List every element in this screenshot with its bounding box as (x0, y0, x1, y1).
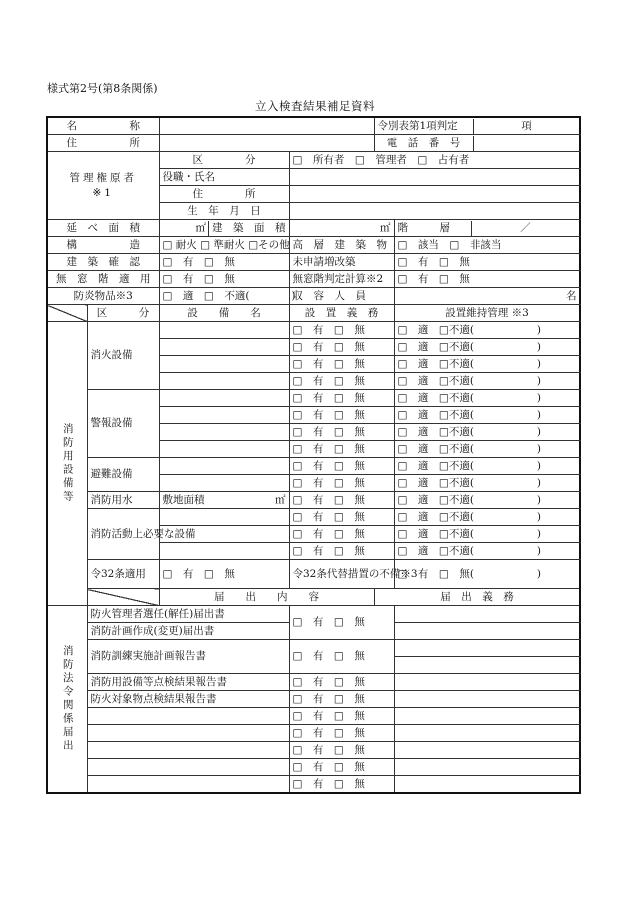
notification-item: 消防用設備等点検結果報告書 (87, 674, 289, 691)
address-value[interactable] (159, 135, 374, 152)
maintain-cell[interactable]: □ 適 □不適( ) (394, 322, 580, 339)
maintain-cell[interactable]: □ 適 □不適( ) (394, 356, 580, 373)
floor-area-label: 延 べ 面 積 (47, 220, 159, 237)
address-label: 住 所 (47, 135, 159, 152)
building-area-unit: ㎡ (289, 220, 394, 237)
equipment-group-label: 警報設備 (87, 390, 159, 458)
notification-item: 消防計画作成(変更)届出書 (87, 623, 289, 640)
equipment-name-cell[interactable] (159, 441, 289, 458)
notification-item: 防火対象物点検結果報告書 (87, 691, 289, 708)
notification-duty-header: 届 出 義 務 (374, 589, 580, 606)
name-value[interactable] (159, 117, 374, 135)
building-confirm-options[interactable]: □ 有 □ 無 (159, 254, 289, 271)
notification-date-cell[interactable] (394, 742, 580, 759)
duty-cell[interactable]: □ 有 □ 無 (289, 458, 394, 475)
notification-date-cell[interactable] (394, 725, 580, 742)
maintain-cell[interactable]: □ 適 □不適( ) (394, 509, 580, 526)
duty-cell[interactable]: □ 有 □ 無 (289, 356, 394, 373)
building-area-label: 建 築 面 積 (208, 221, 289, 236)
notification-date-cell[interactable] (394, 640, 580, 657)
notification-date-cell[interactable] (394, 657, 580, 674)
owner-options[interactable]: □ 所有者 □ 管理者 □ 占有者 (289, 152, 580, 169)
notification-date-cell[interactable] (394, 606, 580, 623)
notification-date-cell[interactable] (394, 708, 580, 725)
manager-address-label: 住 所 (159, 186, 289, 203)
manager-address-value[interactable] (289, 186, 580, 203)
duty-cell[interactable]: □ 有 □ 無 (289, 492, 394, 509)
site-area-label: 敷地面積 (162, 493, 205, 506)
inspection-form-table (46, 116, 581, 794)
floors-slash: ／ (520, 221, 531, 234)
maintain-cell[interactable]: □ 適 □不適( ) (394, 390, 580, 407)
rei32-options[interactable]: □ 有 □ 無 (159, 560, 289, 589)
duty-cell[interactable]: □ 有 □ 無 (289, 390, 394, 407)
flameproof-label: 防炎物品※3 (47, 288, 159, 305)
notification-item-blank[interactable] (87, 708, 289, 725)
notification-duty-cell[interactable]: □ 有 □ 無 (289, 742, 394, 759)
equipment-duty-header: 設 置 義 務 (289, 305, 394, 322)
equipment-name-cell[interactable] (159, 373, 289, 390)
equipment-kubun-header: 区 分 (87, 305, 159, 322)
notification-side-label: 消防法令関係届出 (47, 606, 87, 794)
windowless-calc-options[interactable]: □ 有 □ 無 (394, 271, 580, 288)
name-label: 名 称 (47, 117, 159, 135)
equipment-name-cell[interactable] (159, 356, 289, 373)
floors-label: 階 層 (395, 221, 472, 236)
form-number-label: 様式第2号(第8条関係) (47, 82, 158, 95)
notification-item: 防火管理者選任(解任)届出書 (87, 606, 289, 623)
equipment-name-cell[interactable] (159, 424, 289, 441)
maintain-cell[interactable]: □ 適 □不適( ) (394, 407, 580, 424)
notification-date-cell[interactable] (394, 674, 580, 691)
capacity-label: 収 容 人 員 (289, 288, 394, 305)
notification-item-blank[interactable] (87, 776, 289, 794)
notification-item-blank[interactable] (87, 725, 289, 742)
flameproof-options[interactable]: □ 適 □ 不適( ) (159, 288, 289, 305)
form-title: 立入検査結果補足資料 (255, 99, 375, 113)
position-name-label: 役職・氏名 (159, 169, 289, 186)
equipment-diagonal-cell (47, 305, 87, 322)
notification-item-blank[interactable] (87, 759, 289, 776)
rei32-alt-label: 令32条代替措置の不備※3 (289, 560, 394, 589)
notification-duty-cell[interactable]: □ 有 □ 無 (289, 725, 394, 742)
notification-diagonal-cell (87, 589, 159, 606)
birthdate-label: 生 年 月 日 (159, 203, 289, 220)
equipment-name-cell[interactable] (159, 407, 289, 424)
structure-label: 構 造 (47, 237, 159, 254)
notification-date-cell[interactable] (394, 759, 580, 776)
maintain-cell[interactable]: □ 適 □不適( ) (394, 526, 580, 543)
rei32-label: 令32条適用 (87, 560, 159, 589)
duty-cell[interactable]: □ 有 □ 無 (289, 424, 394, 441)
duty-cell[interactable]: □ 有 □ 無 (289, 373, 394, 390)
notification-duty-cell[interactable]: □ 有 □ 無 (289, 674, 394, 691)
structure-options[interactable]: □ 耐火 □ 準耐火 □その他 (159, 237, 289, 254)
law-check-label: 令別表第1項判定 (375, 119, 474, 134)
duty-cell[interactable]: □ 有 □ 無 (289, 526, 394, 543)
equipment-name-cell[interactable] (159, 509, 289, 526)
maintain-cell[interactable]: □ 適 □不適( ) (394, 543, 580, 560)
kubun-label: 区 分 (159, 152, 289, 169)
equipment-group-label: 消防活動上必要な設備 (87, 509, 159, 560)
windowless-label: 無 窓 階 適 用 (47, 271, 159, 288)
duty-cell[interactable]: □ 有 □ 無 (289, 509, 394, 526)
high-rise-options[interactable]: □ 該当 □ 非該当 (394, 237, 580, 254)
equipment-side-label: 消防用設備等 (47, 322, 87, 606)
high-rise-label: 高 層 建 築 物 (289, 237, 394, 254)
notification-duty-cell[interactable]: □ 有 □ 無 (289, 606, 394, 640)
maintain-cell[interactable]: □ 適 □不適( ) (394, 475, 580, 492)
maintain-cell[interactable]: □ 適 □不適( ) (394, 441, 580, 458)
birthdate-value[interactable] (289, 203, 580, 220)
notification-duty-cell[interactable]: □ 有 □ 無 (289, 776, 394, 794)
position-name-value[interactable] (289, 169, 580, 186)
duty-cell[interactable]: □ 有 □ 無 (289, 339, 394, 356)
equipment-name-header: 設 備 名 (159, 305, 289, 322)
maintain-cell[interactable]: □ 適 □不適( ) (394, 373, 580, 390)
floor-area-unit: ㎡ (195, 221, 206, 234)
equipment-name-cell[interactable] (159, 390, 289, 407)
equipment-group-label: 避難設備 (87, 458, 159, 492)
duty-cell[interactable]: □ 有 □ 無 (289, 407, 394, 424)
equipment-name-cell[interactable] (159, 543, 289, 560)
windowless-calc-label: 無窓階判定計算※2 (289, 271, 394, 288)
manager-cell (47, 152, 159, 220)
notification-item-blank[interactable] (87, 742, 289, 759)
unapplied-options[interactable]: □ 有 □ 無 (394, 254, 580, 271)
phone-label: 電 話 番 号 (375, 136, 474, 151)
equipment-name-cell[interactable] (159, 458, 289, 475)
notification-date-cell[interactable] (394, 691, 580, 708)
capacity-unit: 名 (394, 288, 580, 305)
kou-label: 項 (521, 119, 532, 132)
phone-value[interactable] (474, 136, 580, 151)
duty-cell[interactable]: □ 有 □ 無 (289, 543, 394, 560)
notification-item: 消防訓練実施計画報告書 (87, 640, 289, 674)
notification-duty-cell[interactable]: □ 有 □ 無 (289, 708, 394, 725)
notification-date-cell[interactable] (394, 776, 580, 794)
duty-cell[interactable]: □ 有 □ 無 (289, 322, 394, 339)
maintain-cell[interactable]: □ 適 □不適( ) (394, 458, 580, 475)
notification-duty-cell[interactable]: □ 有 □ 無 (289, 640, 394, 674)
unapplied-label: 未申請増改築 (289, 254, 394, 271)
windowless-options[interactable]: □ 有 □ 無 (159, 271, 289, 288)
equipment-name-cell[interactable] (159, 339, 289, 356)
equipment-group-label: 消防用水 (87, 492, 159, 509)
maintain-cell[interactable]: □ 適 □不適( ) (394, 424, 580, 441)
equipment-name-cell[interactable] (159, 322, 289, 339)
notification-duty-cell[interactable]: □ 有 □ 無 (289, 691, 394, 708)
duty-cell[interactable]: □ 有 □ 無 (289, 441, 394, 458)
maintain-cell[interactable]: □ 適 □不適( ) (394, 339, 580, 356)
duty-cell[interactable]: □ 有 □ 無 (289, 475, 394, 492)
rei32-alt-options[interactable]: □ 有 □ 無( ) (394, 560, 580, 589)
building-confirm-label: 建 築 確 認 (47, 254, 159, 271)
equipment-name-cell[interactable] (159, 475, 289, 492)
maintain-cell[interactable]: □ 適 □不適( ) (394, 492, 580, 509)
manager-note: ※1 (92, 186, 114, 199)
notification-duty-cell[interactable]: □ 有 □ 無 (289, 759, 394, 776)
notification-content-header: 届 出 内 容 (159, 589, 374, 606)
manager-label: 管理権原者 (69, 171, 137, 184)
equipment-maintain-header: 設置維持管理 ※3 (394, 305, 580, 322)
site-area-unit: ㎡ (275, 493, 286, 506)
notification-date-cell[interactable] (394, 623, 580, 640)
equipment-group-label: 消火設備 (87, 322, 159, 390)
